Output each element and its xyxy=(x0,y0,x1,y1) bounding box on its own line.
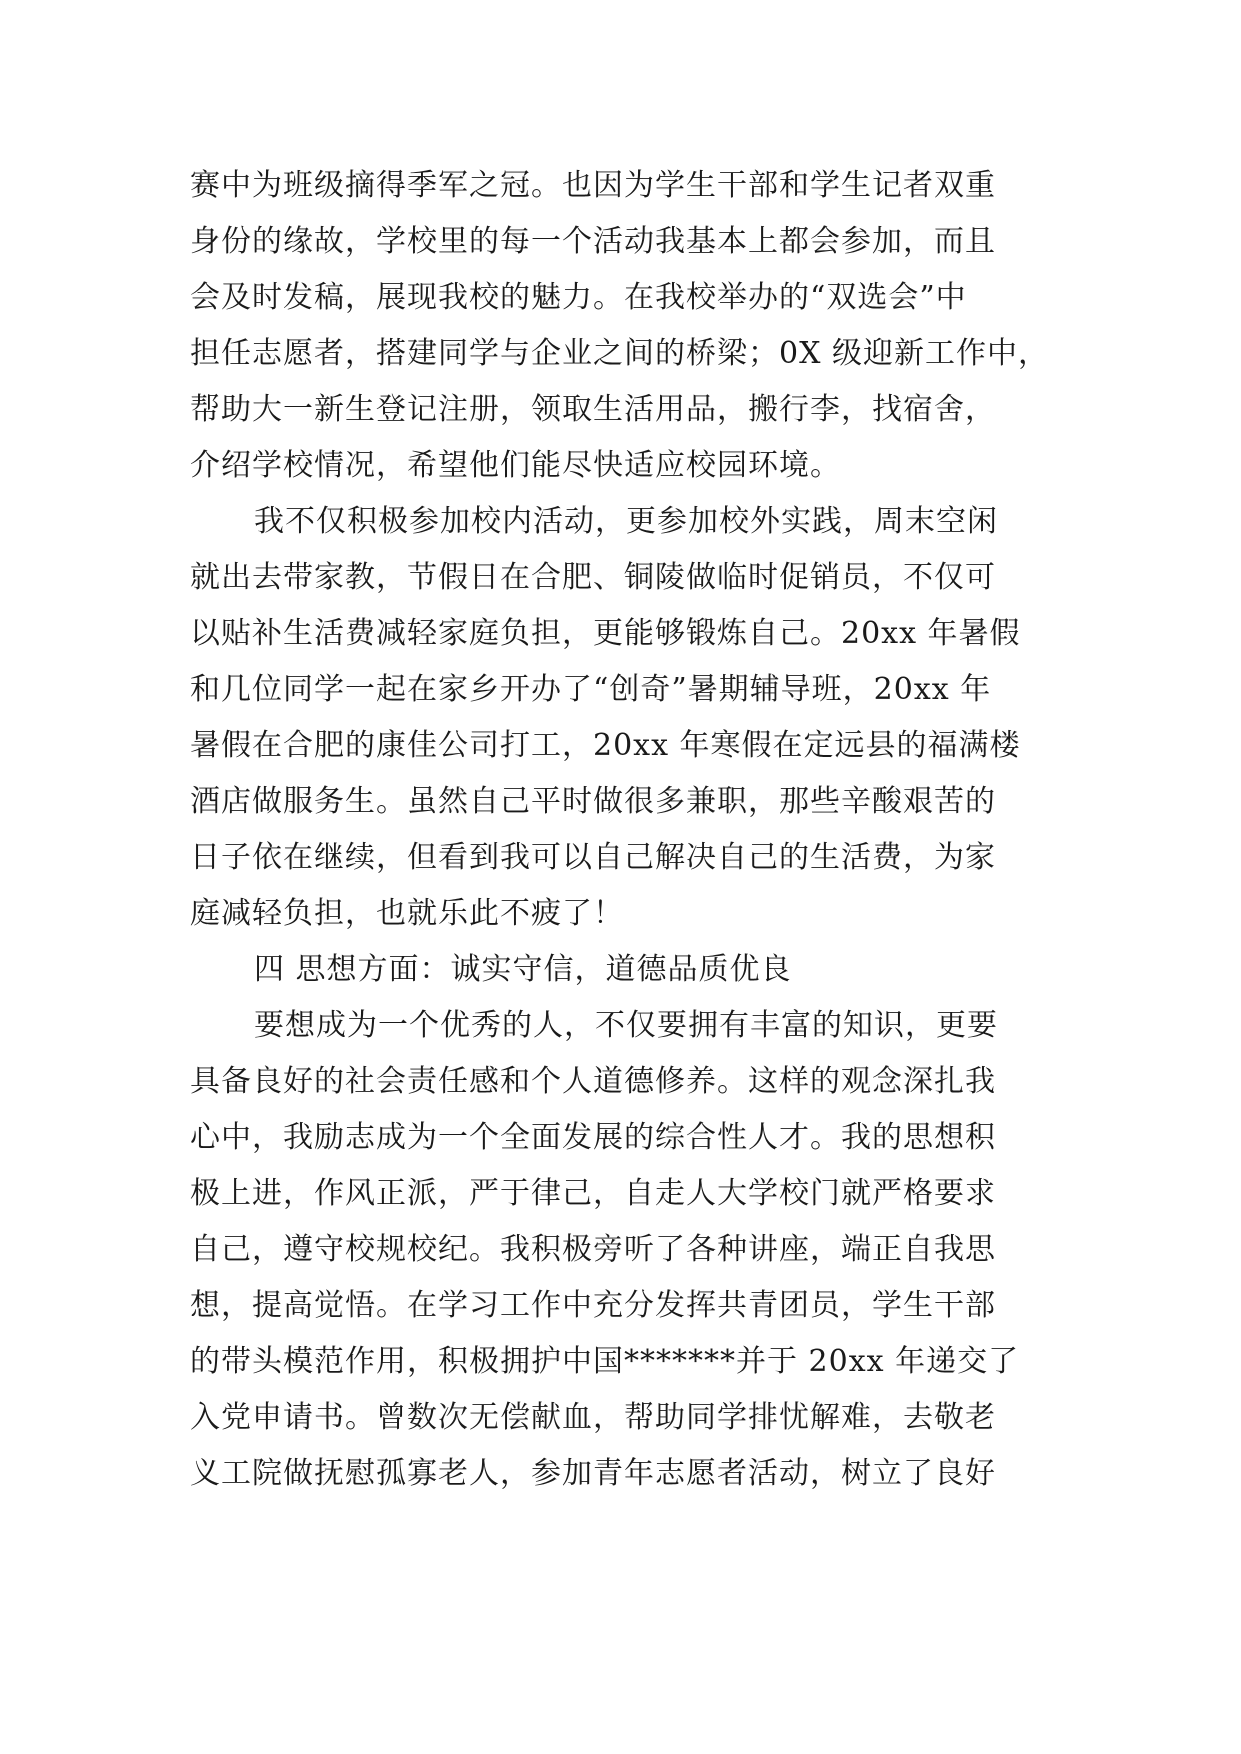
text-line: 赛中为班级摘得季军之冠。也因为学生干部和学生记者双重 xyxy=(190,168,996,203)
text-line: 日子依在继续，但看到我可以自己解决自己的生活费，为家 xyxy=(190,840,996,875)
text-line: 会及时发稿，展现我校的魅力。在我校举办的“双选会”中 xyxy=(190,280,967,315)
text-line: 庭减轻负担，也就乐此不疲了！ xyxy=(190,896,624,931)
text-line: 帮助大一新生登记注册，领取生活用品，搬行李，找宿舍， xyxy=(190,392,996,427)
text-line: 就出去带家教，节假日在合肥、铜陵做临时促销员，不仅可 xyxy=(190,560,996,595)
text-line: 入党申请书。曾数次无偿献血，帮助同学排忧解难，去敬老 xyxy=(190,1400,996,1435)
paragraph-first-line: 我不仅积极参加校内活动，更参加校外实践，周末空闲 xyxy=(254,504,998,539)
text-line: 担任志愿者，搭建同学与企业之间的桥梁；0X 级迎新工作中， xyxy=(190,336,1049,371)
text-line: 身份的缘故，学校里的每一个活动我基本上都会参加，而且 xyxy=(190,224,996,259)
text-line: 介绍学校情况，希望他们能尽快适应校园环境。 xyxy=(190,448,841,483)
text-line: 义工院做抚慰孤寡老人，参加青年志愿者活动，树立了良好 xyxy=(190,1456,996,1491)
section-heading: 四 思想方面：诚实守信，道德品质优良 xyxy=(254,952,792,987)
body-text xyxy=(190,158,1070,1502)
text-line: 具备良好的社会责任感和个人道德修养。这样的观念深扎我 xyxy=(190,1064,996,1099)
text-line: 以贴补生活费减轻家庭负担，更能够锻炼自己。20xx 年暑假 xyxy=(190,616,1021,651)
paragraph-first-line: 要想成为一个优秀的人，不仅要拥有丰富的知识，更要 xyxy=(254,1008,998,1043)
text-line: 心中，我励志成为一个全面发展的综合性人才。我的思想积 xyxy=(190,1120,996,1155)
text-line: 和几位同学一起在家乡开办了“创奇”暑期辅导班，20xx 年 xyxy=(190,672,992,707)
text-line: 想，提高觉悟。在学习工作中充分发挥共青团员，学生干部 xyxy=(190,1288,996,1323)
text-line: 酒店做服务生。虽然自己平时做很多兼职，那些辛酸艰苦的 xyxy=(190,784,996,819)
text-line: 暑假在合肥的康佳公司打工，20xx 年寒假在定远县的福满楼 xyxy=(190,728,1021,763)
text-line: 的带头模范作用，积极拥护中国*******并于 20xx 年递交了 xyxy=(190,1344,1020,1379)
text-line: 极上进，作风正派，严于律己，自走人大学校门就严格要求 xyxy=(190,1176,996,1211)
text-line: 自己，遵守校规校纪。我积极旁听了各种讲座，端正自我思 xyxy=(190,1232,996,1267)
